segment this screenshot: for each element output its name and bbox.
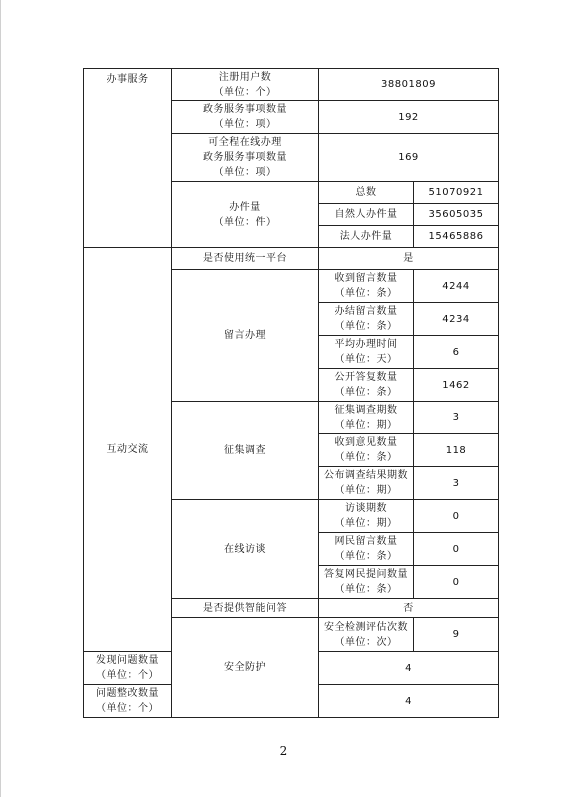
row-value: 4 — [319, 652, 499, 685]
statistics-table — [83, 68, 499, 718]
sub-value: 118 — [414, 434, 499, 467]
sub-label: 办结留言数量 （单位：条） — [319, 303, 414, 336]
sub-value: 4234 — [414, 303, 499, 336]
sub-label: 公开答复数量 （单位：条） — [319, 369, 414, 402]
sub-label: 征集调查期数 （单位：期） — [319, 402, 414, 434]
row-label: 办件量 （单位：件） — [172, 182, 319, 248]
group-label-survey: 征集调查 — [172, 402, 319, 500]
sub-value: 51070921 — [414, 182, 499, 204]
sub-label: 访谈期数 （单位：期） — [319, 500, 414, 533]
sub-label: 公布调查结果期数 （单位：期） — [319, 467, 414, 500]
sub-label: 收到意见数量 （单位：条） — [319, 434, 414, 467]
page-number: 2 — [279, 744, 288, 758]
group-label-interview: 在线访谈 — [172, 500, 319, 599]
sub-value: 6 — [414, 336, 499, 369]
row-value: 9 — [414, 618, 499, 652]
section-title-interaction: 互动交流 — [84, 248, 172, 652]
row-value: 192 — [319, 101, 499, 134]
row-label: 是否使用统一平台 — [172, 248, 319, 270]
sub-value: 0 — [414, 566, 499, 599]
row-value: 4 — [319, 685, 499, 718]
sub-label: 答复网民提问数量 （单位：条） — [319, 566, 414, 599]
row-label: 可全程在线办理 政务服务事项数量 （单位：项） — [172, 134, 319, 182]
group-label-messages: 留言办理 — [172, 270, 319, 402]
sub-value: 35605035 — [414, 204, 499, 226]
sub-label: 自然人办件量 — [319, 204, 414, 226]
row-label: 发现问题数量 （单位：个） — [84, 652, 172, 685]
section-title-service: 办事服务 — [84, 69, 172, 248]
sub-value: 1462 — [414, 369, 499, 402]
sub-value: 0 — [414, 533, 499, 566]
sub-value: 4244 — [414, 270, 499, 303]
sub-label: 收到留言数量 （单位：条） — [319, 270, 414, 303]
row-label: 是否提供智能问答 — [172, 599, 319, 618]
sub-label: 总数 — [319, 182, 414, 204]
row-value: 否 — [319, 599, 499, 618]
table-row — [84, 248, 499, 270]
sub-value: 0 — [414, 500, 499, 533]
page-edge — [0, 0, 1, 797]
row-label: 问题整改数量 （单位：个） — [84, 685, 172, 718]
sub-label: 网民留言数量 （单位：条） — [319, 533, 414, 566]
row-value: 38801809 — [319, 69, 499, 101]
row-label: 安全检测评估次数 （单位：次） — [319, 618, 414, 652]
sub-label: 法人办件量 — [319, 226, 414, 248]
sub-label: 平均办理时间 （单位：天） — [319, 336, 414, 369]
row-label: 注册用户数 （单位：个） — [172, 69, 319, 101]
row-label: 政务服务事项数量 （单位：项） — [172, 101, 319, 134]
section-title-security: 安全防护 — [172, 618, 319, 718]
sub-value: 3 — [414, 467, 499, 500]
row-value: 是 — [319, 248, 499, 270]
sub-value: 3 — [414, 402, 499, 434]
row-value: 169 — [319, 134, 499, 182]
table-row — [84, 69, 499, 101]
sub-value: 15465886 — [414, 226, 499, 248]
